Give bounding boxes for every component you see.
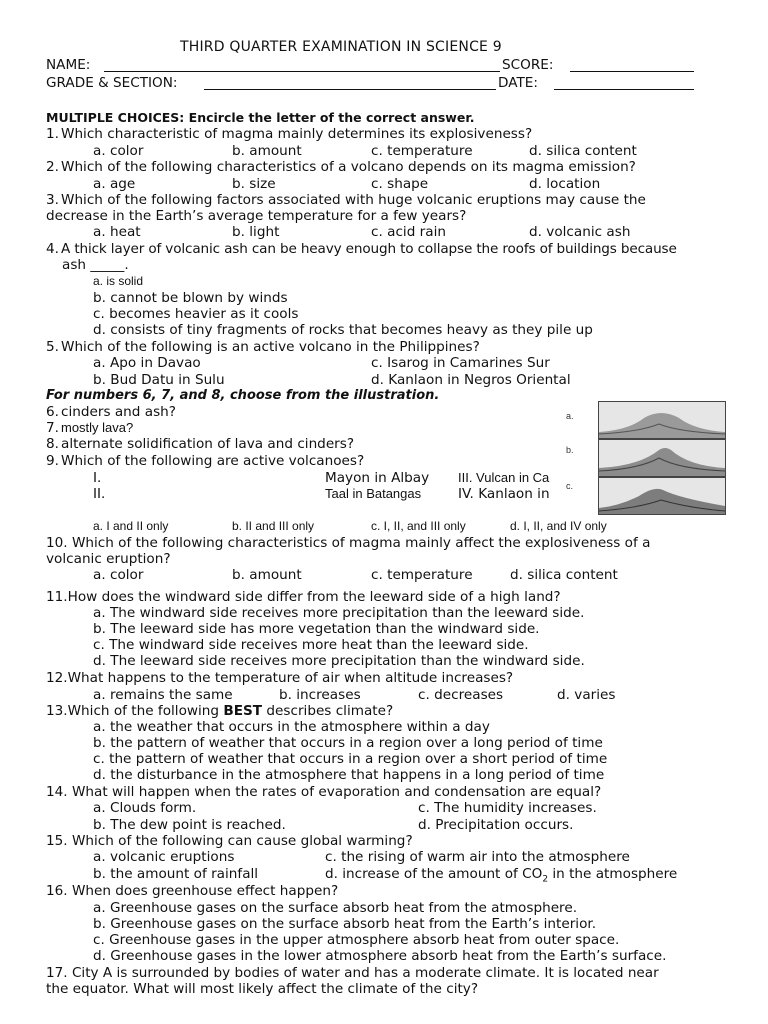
- q15-choice-d[interactable]: [325, 866, 677, 888]
- q9-number: 9.: [46, 453, 59, 469]
- q15-choice-d-sub: 2: [542, 874, 549, 885]
- q13-text-pre: 13.Which of the following: [46, 703, 224, 719]
- q10-choice-b[interactable]: b. amount: [232, 567, 302, 583]
- q13-text-post: describes climate?: [262, 703, 394, 719]
- q9-item-i-label: I.: [93, 470, 102, 486]
- volcano-illustration: [562, 395, 732, 517]
- q7-text: mostly lava?: [61, 420, 134, 435]
- volcano-a-image: [598, 401, 726, 439]
- q5-choice-c[interactable]: c. Isarog in Camarines Sur: [371, 355, 550, 371]
- q1-choice-a[interactable]: a. color: [93, 143, 144, 159]
- illustration-label-a: a.: [566, 411, 574, 421]
- q2-choice-c[interactable]: c. shape: [371, 176, 429, 192]
- q5-choice-a[interactable]: a. Apo in Davao: [93, 355, 201, 371]
- date-field[interactable]: [554, 89, 694, 90]
- illustration-label-c: c.: [566, 481, 574, 491]
- q12-choice-c[interactable]: c. decreases: [418, 687, 504, 703]
- q12-choice-b[interactable]: b. increases: [279, 687, 361, 703]
- q10-text-line2: volcanic eruption?: [46, 551, 171, 567]
- q16-choice-b[interactable]: b. Greenhouse gases on the surface absorb heat from the Earth’s interior.: [93, 916, 597, 932]
- q5-number: 5.: [46, 339, 59, 355]
- q4-choice-d[interactable]: d. consists of tiny fragments of rocks that becomes heavy as they pile up: [93, 322, 593, 338]
- exam-title: THIRD QUARTER EXAMINATION IN SCIENCE 9: [180, 39, 502, 55]
- q3-text-line1: Which of the following factors associated with huge volcanic eruptions may cause the: [61, 192, 646, 208]
- q15-choice-d-pre: d. increase of the amount of CO: [325, 866, 543, 882]
- q1-number: 1.: [46, 126, 59, 142]
- q1-choice-b[interactable]: b. amount: [232, 143, 302, 159]
- q16-text: 16. When does greenhouse effect happen?: [46, 883, 339, 899]
- q10-text-line1: 10. Which of the following characteristics of magma mainly affect the explosiveness of a: [46, 535, 651, 551]
- q4-choice-b[interactable]: b. cannot be blown by winds: [93, 290, 288, 306]
- q9-item-iv: IV. Kanlaon in: [458, 486, 550, 502]
- q8-text: alternate solidification of lava and cinders?: [61, 436, 355, 452]
- q4-choice-c[interactable]: c. becomes heavier as it cools: [93, 306, 299, 322]
- grade-section-label: GRADE & SECTION:: [46, 75, 178, 91]
- q1-choice-c[interactable]: c. temperature: [371, 143, 473, 159]
- q9-choice-c[interactable]: c. I, II, and III only: [371, 519, 466, 533]
- q12-text: 12.What happens to the temperature of air when altitude increases?: [46, 670, 514, 686]
- q17-text-line1: 17. City A is surrounded by bodies of water and has a moderate climate. It is located near: [46, 965, 659, 981]
- q4-text-line2: ash _____.: [62, 257, 129, 273]
- q16-choice-c[interactable]: c. Greenhouse gases in the upper atmosphere absorb heat from outer space.: [93, 932, 620, 948]
- volcano-b-image: [598, 439, 726, 477]
- q13-choice-a[interactable]: a. the weather that occurs in the atmosphere within a day: [93, 719, 490, 735]
- q16-choice-d[interactable]: d. Greenhouse gases in the lower atmosphere absorb heat from the Earth’s surface.: [93, 948, 667, 964]
- illustration-instruction: For numbers 6, 7, and 8, choose from the illustration.: [46, 388, 440, 403]
- q3-choice-d[interactable]: d. volcanic ash: [529, 224, 631, 240]
- q2-choice-b[interactable]: b. size: [232, 176, 276, 192]
- q14-choice-c[interactable]: c. The humidity increases.: [418, 800, 597, 816]
- q13-choice-d[interactable]: d. the disturbance in the atmosphere that happens in a long period of time: [93, 767, 605, 783]
- q7-number: 7.: [46, 420, 59, 436]
- instructions: [46, 110, 474, 126]
- q4-choice-a[interactable]: a. is solid: [93, 274, 144, 288]
- score-label: SCORE:: [502, 57, 554, 73]
- q5-choice-b[interactable]: b. Bud Datu in Sulu: [93, 372, 225, 388]
- q11-choice-b[interactable]: b. The leeward side has more vegetation than the windward side.: [93, 621, 540, 637]
- q14-text: 14. What will happen when the rates of evaporation and condensation are equal?: [46, 784, 602, 800]
- q12-choice-a[interactable]: a. remains the same: [93, 687, 233, 703]
- q13-choice-b[interactable]: b. the pattern of weather that occurs in a region over a long period of time: [93, 735, 603, 751]
- q3-choice-b[interactable]: b. light: [232, 224, 280, 240]
- q15-choice-c[interactable]: c. the rising of warm air into the atmosphere: [325, 849, 630, 865]
- q4-number: 4.: [46, 241, 59, 257]
- q15-choice-d-post: in the atmosphere: [548, 866, 678, 882]
- q10-choice-a[interactable]: a. color: [93, 567, 144, 583]
- q6-text: cinders and ash?: [61, 404, 176, 420]
- q12-choice-d[interactable]: d. varies: [557, 687, 616, 703]
- q13-choice-c[interactable]: c. the pattern of weather that occurs in a region over a short period of time: [93, 751, 608, 767]
- q9-text: Which of the following are active volcanoes?: [61, 453, 365, 469]
- volcano-c-image: [598, 477, 726, 515]
- q11-choice-c[interactable]: c. The windward side receives more heat than the leeward side.: [93, 637, 529, 653]
- q3-text-line2: decrease in the Earth’s average temperature for a few years?: [46, 208, 467, 224]
- q2-text: Which of the following characteristics of a volcano depends on its magma emission?: [61, 159, 636, 175]
- q2-number: 2.: [46, 159, 59, 175]
- date-label: DATE:: [498, 75, 538, 91]
- q3-choice-c[interactable]: c. acid rain: [371, 224, 446, 240]
- q10-choice-c[interactable]: c. temperature: [371, 567, 473, 583]
- q9-choice-d[interactable]: d. I, II, and IV only: [510, 519, 607, 533]
- q9-item-ii-label: II.: [93, 486, 106, 502]
- q17-text-line2: the equator. What will most likely affect the climate of the city?: [46, 981, 479, 997]
- q2-choice-a[interactable]: a. age: [93, 176, 136, 192]
- q14-choice-d[interactable]: d. Precipitation occurs.: [418, 817, 574, 833]
- q6-number: 6.: [46, 404, 59, 420]
- q4-text-line1: A thick layer of volcanic ash can be heavy enough to collapse the roofs of buildings because: [61, 241, 677, 257]
- q13-best: BEST: [223, 703, 263, 719]
- q5-text: Which of the following is an active volcano in the Philippines?: [61, 339, 480, 355]
- q5-choice-d[interactable]: d. Kanlaon in Negros Oriental: [371, 372, 571, 388]
- q9-item-ii: Taal in Batangas: [325, 486, 422, 501]
- q15-text: 15. Which of the following can cause global warming?: [46, 833, 413, 849]
- q9-item-i: Mayon in Albay: [325, 470, 430, 486]
- q16-choice-a[interactable]: a. Greenhouse gases on the surface absorb heat from the atmosphere.: [93, 900, 578, 916]
- q11-text: 11.How does the windward side differ from the leeward side of a high land?: [46, 589, 561, 605]
- q8-number: 8.: [46, 436, 59, 452]
- q11-choice-d[interactable]: d. The leeward side receives more precipitation than the windward side.: [93, 653, 585, 669]
- q10-choice-d[interactable]: d. silica content: [510, 567, 618, 583]
- q14-choice-b[interactable]: b. The dew point is reached.: [93, 817, 286, 833]
- q9-item-iii: III. Vulcan in Ca: [458, 470, 550, 485]
- q3-choice-a[interactable]: a. heat: [93, 224, 141, 240]
- q9-choice-a[interactable]: a. I and II only: [93, 519, 169, 533]
- q14-choice-a[interactable]: a. Clouds form.: [93, 800, 197, 816]
- instructions-title: MULTIPLE CHOICES:: [46, 110, 185, 125]
- q11-choice-a[interactable]: a. The windward side receives more precipitation than the leeward side.: [93, 605, 585, 621]
- q13-text: [46, 703, 393, 719]
- q15-choice-b[interactable]: b. the amount of rainfall: [93, 866, 259, 882]
- instructions-text: Encircle the letter of the correct answer.: [188, 110, 475, 125]
- name-field[interactable]: [104, 71, 500, 72]
- q1-choice-d[interactable]: d. silica content: [529, 143, 637, 159]
- q1-text: Which characteristic of magma mainly determines its explosiveness?: [61, 126, 533, 142]
- q15-choice-a[interactable]: a. volcanic eruptions: [93, 849, 235, 865]
- name-label: NAME:: [46, 57, 91, 73]
- score-field[interactable]: [570, 71, 694, 72]
- grade-section-field[interactable]: [204, 89, 496, 90]
- q2-choice-d[interactable]: d. location: [529, 176, 601, 192]
- illustration-label-b: b.: [566, 445, 574, 455]
- q9-choice-b[interactable]: b. II and III only: [232, 519, 315, 533]
- q3-number: 3.: [46, 192, 59, 208]
